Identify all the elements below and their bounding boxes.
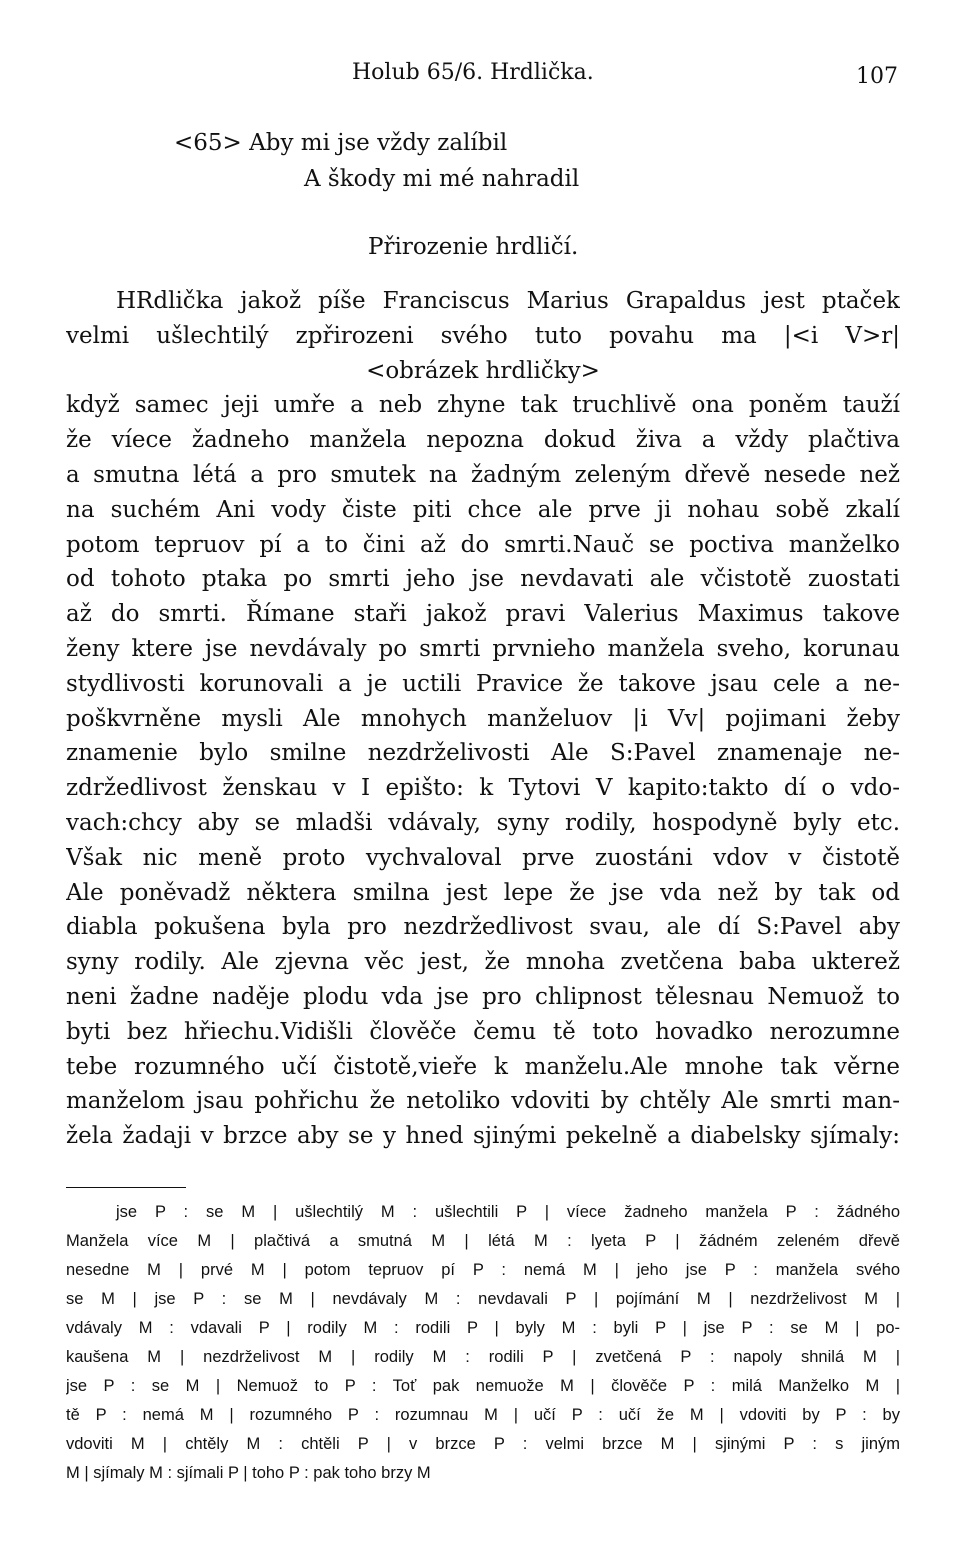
footnote-line: Manžela více M | plačtivá a smutná M | létá M : lyeta P | žádném zeleném dřevě [66, 1232, 900, 1250]
text-line: že víece žadneho manžela nepozna dokud živa a vždy plačtiva [66, 427, 900, 454]
main-text [66, 284, 900, 1154]
footnote-line: tě P : nemá M | rozumného P : rozumnau M | učí P : učí že M | vdoviti by P : by [66, 1406, 900, 1424]
footnote-line: vdávaly M : vdavali P | rodily M : rodili P | byly M : byli P | jse P : se M | po- [66, 1319, 900, 1337]
text-line: žela žadaji v brzce aby se y hned sjinými pekelně a diabelsky sjímaly: [66, 1123, 900, 1150]
footnote-line: nesedne M | prvé M | potom tepruov pí P : nemá M | jeho jse P : manžela svého [66, 1261, 900, 1279]
text-line: diabla pokušena byla pro nezdržedlivost svau, ale dí S:Pavel aby [66, 914, 900, 941]
text-line: velmi ušlechtilý zpřirozeni svého tuto povahu ma |<i V>r| [66, 322, 900, 349]
text-line: až do smrti. Římane staři jakož pravi Valerius Maximus takove [66, 601, 900, 628]
text-line: Ale poněvadž některa smilna jest lepe že jse vda než by tak od [66, 879, 900, 906]
text-line: vach:chcy aby se mladši vdávaly, syny rodily, hospodyně byly etc. [66, 809, 900, 836]
section-title: Přirozenie hrdličí. [368, 234, 579, 260]
footnote-line: se M | jse P : se M | nevdávaly M : nevdavali P | pojímání M | nezdrželivost M | [66, 1290, 900, 1308]
text-line: potom tepruov pí a to čini až do smrti.Nauč se poctiva manželko [66, 531, 900, 558]
footnote-apparatus [66, 1198, 900, 1488]
text-line: HRdlička jakož píše Franciscus Marius Grapaldus jest ptaček [116, 288, 900, 314]
text-line: stydlivosti korunovali a je uctili Pravice že takove jsau cele a ne- [66, 670, 900, 697]
text-line: manželom jsau pohřichu že netoliko vdoviti by chtěly Ale smrti man- [66, 1088, 900, 1115]
text-line: ženy ktere jse nevdávaly po smrti prvnieho manžela sveho, korunau [66, 635, 900, 662]
text-line: neni žadne naděje plodu vda jse pro chlipnost tělesnau Nemuož to [66, 983, 900, 1010]
text-line: znamenie bylo smilne nezdrželivosti Ale S:Pavel znamenaje ne- [66, 740, 900, 767]
footnote-line: jse P : se M | ušlechtilý M : ušlechtili P | víece žadneho manžela P : žádného [116, 1203, 900, 1221]
text-line: byti bez hřiechu.Vidišli člověče čemu tě toto hovadko nerozumne [66, 1018, 900, 1045]
page-number: 107 [856, 64, 898, 89]
verse-line: <65> Aby mi jse vždy zalíbil [174, 130, 508, 156]
text-line: Však nic meně proto vychvaloval prve zuostáni vdov v čistotě [66, 844, 900, 871]
text-line: zdržedlivost ženskau v I epišto: k Tytovi V kapito:takto dí o vdo- [66, 775, 900, 802]
text-line: syny rodily. Ale zjevna věc jest, že mnoha zvetčena baba ukterež [66, 949, 900, 976]
footnote-line: vdoviti M | chtěly M : chtěli P | v brzce P : velmi brzce M | sjinými P : s jiným [66, 1435, 900, 1453]
book-page [66, 0, 900, 1551]
image-placeholder-note: <obrázek hrdličky> [366, 357, 600, 384]
footnote-divider [66, 1187, 186, 1188]
page-header [66, 58, 900, 92]
text-line: tebe rozumného učí čistotě,vieře k manželu.Ale mnohe tak věrne [66, 1053, 900, 1080]
running-title: Holub 65/6. Hrdlička. [352, 60, 594, 85]
text-line: když samec jeji umře a neb zhyne tak truchlivě ona poněm tauží [66, 392, 900, 419]
footnote-line: kaušena M | nezdrželivost M | rodily M : rodili P | zvetčená P : napoly shnilá M | [66, 1348, 900, 1366]
footnote-line: jse P : se M | Nemuož to P : Toť pak nemuože M | člověče P : milá Manželko M | [66, 1377, 900, 1395]
footnote-line: M | sjímaly M : sjímali P | toho P : pak toho brzy M [66, 1464, 431, 1482]
text-line: od tohoto ptaka po smrti jeho jse nevdavati ale včistotě zuostati [66, 566, 900, 593]
verse-line: A škody mi mé nahradil [304, 166, 580, 192]
text-line: poškvrněne mysli Ale mnohych manželuov |i Vv| pojimani žeby [66, 705, 900, 732]
text-line: na suchém Ani vody čiste piti chce ale prve ji nohau sobě zkalí [66, 496, 900, 523]
text-line: a smutna létá a pro smutek na žadným zeleným dřevě nesede než [66, 461, 900, 488]
